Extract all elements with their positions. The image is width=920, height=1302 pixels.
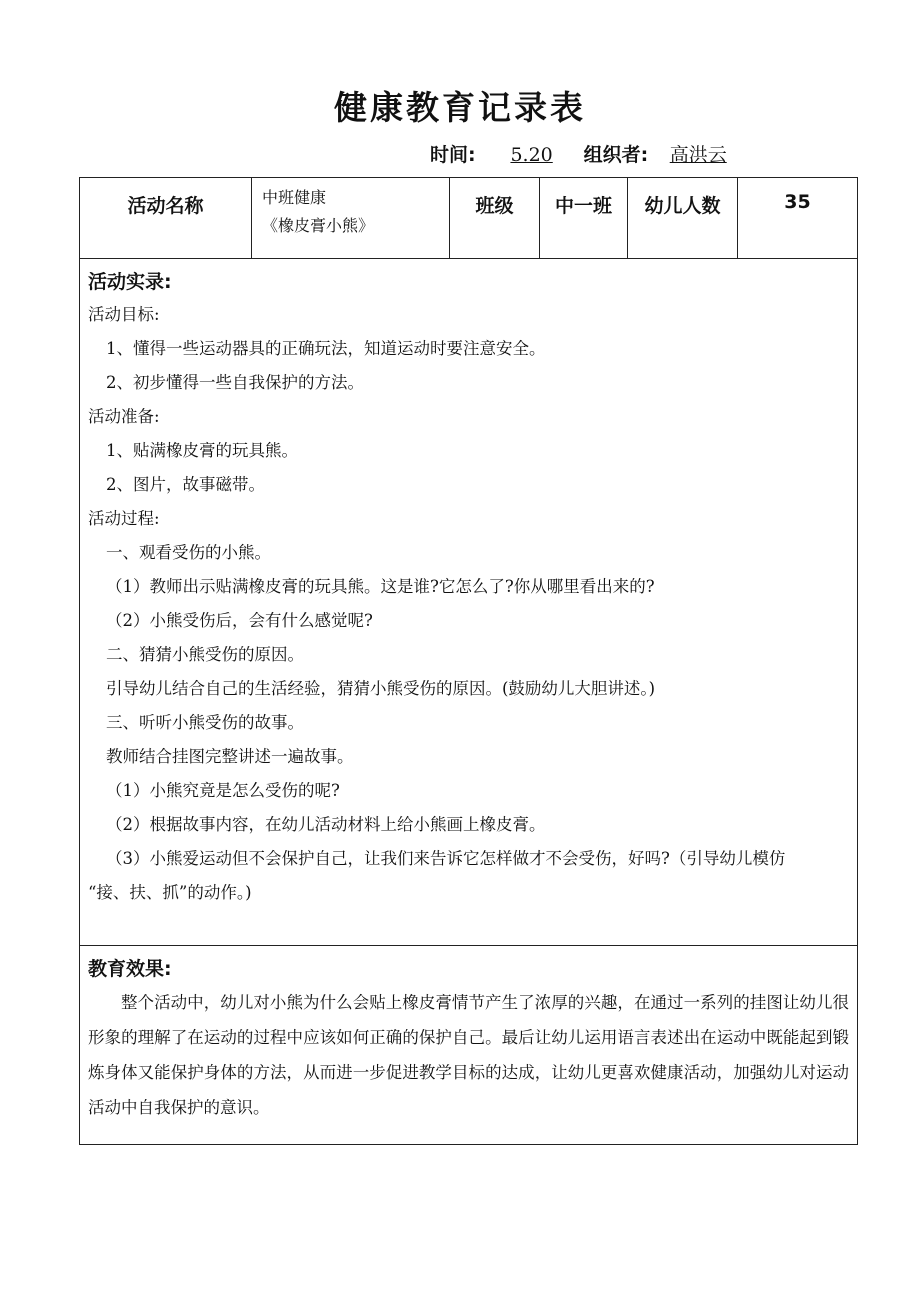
record-line: 教师结合挂图完整讲述一遍故事。: [106, 747, 354, 766]
record-line: 2、图片，故事磁带。: [106, 475, 265, 494]
record-line: 一、观看受伤的小熊。: [106, 543, 271, 562]
record-line: （1）小熊究竟是怎么受伤的呢?: [106, 781, 340, 800]
record-cell: [80, 259, 858, 946]
record-line: （2）小熊受伤后，会有什么感觉呢?: [106, 611, 373, 630]
activity-name-label: 活动名称: [80, 178, 252, 259]
record-line: “接、扶、抓”的动作。): [88, 883, 252, 902]
time-value: 5.20: [510, 144, 553, 166]
effect-paragraph: 整个活动中，幼儿对小熊为什么会贴上橡皮膏情节产生了浓厚的兴趣，在通过一系列的挂图让幼儿很形象的理解了在运动的过程中应该如何正确的保护自己。最后让幼儿运用语言表述出在运动中既能起到锻炼身体又能保护身体的方法，从而进一步促进教学目标的达成，让幼儿更喜欢健康活动，加强幼儿对运动活动中自我保护的意识。: [88, 993, 849, 1117]
organizer-value: 高洪云: [669, 144, 727, 166]
child-count-label: 幼儿人数: [628, 178, 738, 259]
page-title: 健康教育记录表: [334, 88, 586, 127]
record-line: 三、听听小熊受伤的故事。: [106, 713, 304, 732]
record-line: 活动准备:: [88, 407, 160, 426]
record-line: 二、猜猜小熊受伤的原因。: [106, 645, 304, 664]
activity-name-cell: [252, 178, 450, 259]
activity-name-line2: 《橡皮膏小熊》: [262, 216, 375, 235]
effect-cell: [80, 946, 858, 1145]
record-line: 引导幼儿结合自己的生活经验，猜猜小熊受伤的原因。(鼓励幼儿大胆讲述。): [106, 679, 656, 698]
record-table: [79, 177, 858, 1145]
record-line: 活动过程:: [88, 509, 160, 528]
effect-title: 教育效果:: [88, 958, 172, 980]
effect-row: [80, 946, 858, 1145]
class-value: 中一班: [540, 178, 628, 259]
record-row: [80, 259, 858, 946]
header-row: [80, 178, 858, 259]
meta-line: [430, 140, 748, 167]
class-label: 班级: [450, 178, 540, 259]
record-line: （2）根据故事内容，在幼儿活动材料上给小熊画上橡皮膏。: [106, 815, 546, 834]
child-count-value: 35: [738, 178, 858, 259]
organizer-label: 组织者:: [583, 144, 649, 166]
record-line: 1、懂得一些运动器具的正确玩法，知道运动时要注意安全。: [106, 339, 546, 358]
record-line: （1）教师出示贴满橡皮膏的玩具熊。这是谁?它怎么了?你从哪里看出来的?: [106, 577, 655, 596]
record-line: 1、贴满橡皮膏的玩具熊。: [106, 441, 298, 460]
activity-name-line1: 中班健康: [262, 188, 327, 207]
time-label: 时间:: [430, 144, 476, 166]
record-title: 活动实录:: [88, 271, 172, 293]
record-line: （3）小熊爱运动但不会保护自己，让我们来告诉它怎样做才不会受伤，好吗?（引导幼儿模仿: [106, 849, 786, 868]
record-line: 活动目标:: [88, 305, 160, 324]
record-line: 2、初步懂得一些自我保护的方法。: [106, 373, 364, 392]
